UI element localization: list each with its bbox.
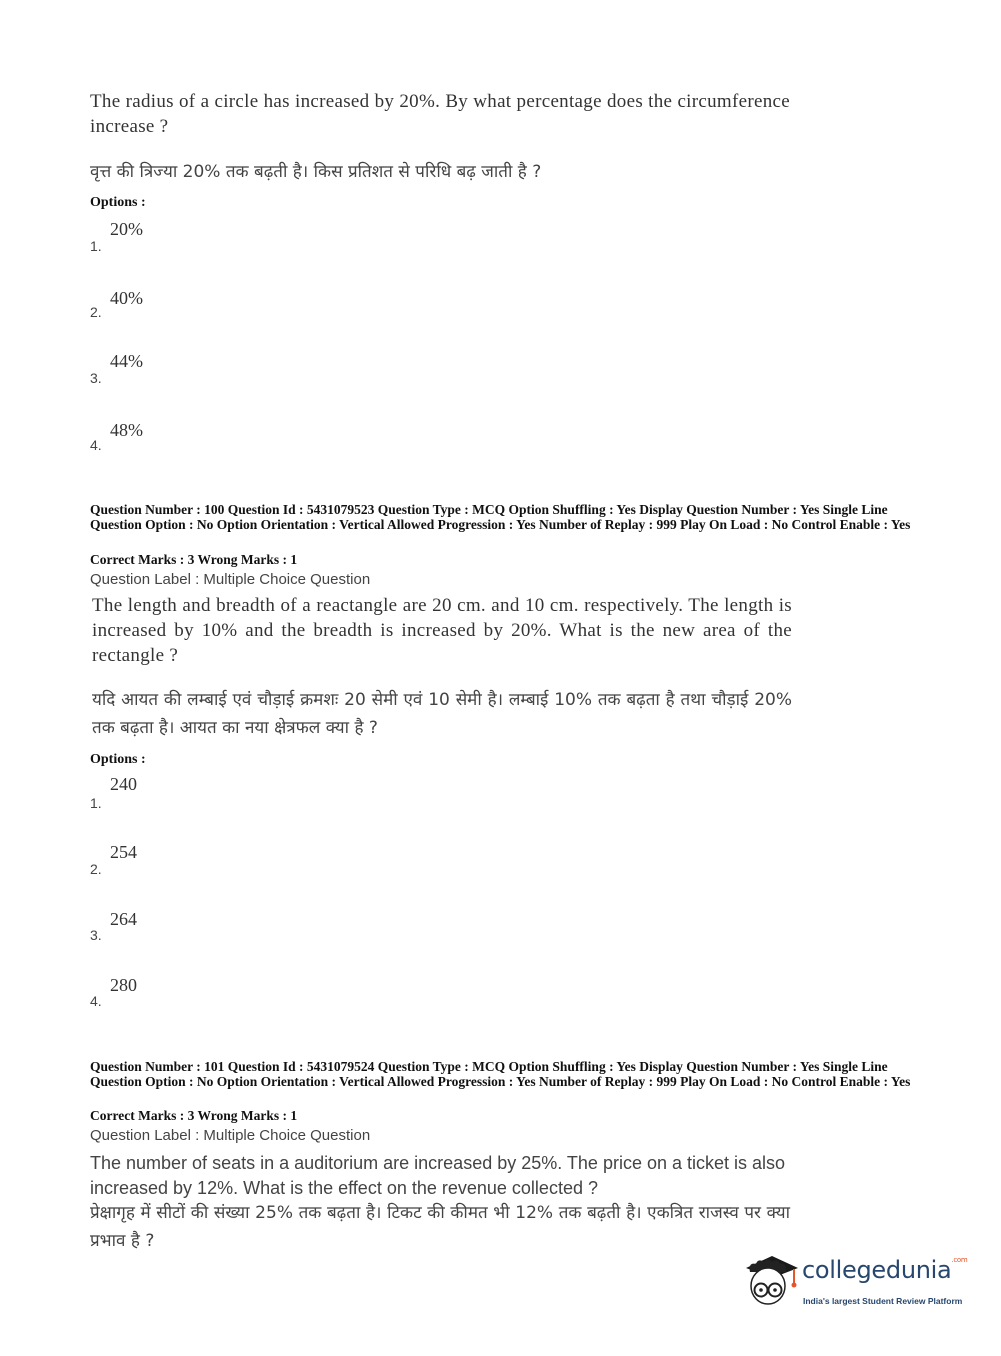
option-number: 3. [90,370,102,386]
option-value: 20% [110,219,143,239]
logo-wordmark-main: collegedunia [802,1256,952,1284]
question-100-marks: Correct Marks : 3 Wrong Marks : 1 [90,552,298,567]
logo-tagline: India's largest Student Review Platform [803,1296,963,1306]
option-value: 264 [110,909,137,929]
question-99-text-english: The radius of a circle has increased by 20%. By what percentage does the circumference increase ? [90,91,790,137]
option-value: 240 [110,774,137,794]
option-value: 254 [110,842,137,862]
question-99-text-hindi: वृत्त की त्रिज्या 20% तक बढ़ती है। किस प्रतिशत से परिधि बढ़ जाती है ? [90,162,542,182]
logo-wordmark-suffix: .com [951,1256,968,1264]
option-value: 40% [110,288,143,308]
option-value: 44% [110,351,143,371]
logo-wordmark [802,1256,967,1284]
option-number: 1. [90,795,102,811]
question-100-metadata: Question Number : 100 Question Id : 5431079523 Question Type : MCQ Option Shuffling : Yes Display Question Number : Yes Single Line Question Option : No Option Orientation : Vertical Allowed Progression : Yes Number of Replay : 999 Play On Load : No Control Enable : Yes [90,502,911,532]
mascot-icon [742,1250,800,1310]
question-101-text-english: The number of seats in a auditorium are increased by 25%. The price on a ticket is also increased by 12%. What is the effect on the revenue collected ? [90,1153,786,1198]
option-value: 48% [110,420,143,440]
question-101-text-hindi: प्रेक्षागृह में सीटों की संख्या 25% तक बढ़ता है। टिकट की कीमत भी 12% तक बढ़ती है। एकत्रित राजस्व पर क्या प्रभाव है ? [90,1203,790,1251]
option-number: 4. [90,437,102,453]
option-number: 2. [90,861,102,877]
question-100-text-english: The length and breadth of a reactangle are 20 cm. and 10 cm. respectively. The length is increased by 10% and the breadth is increased by 20%. What is the new area of the rectangle ? [92,595,792,666]
question-101-metadata: Question Number : 101 Question Id : 5431079524 Question Type : MCQ Option Shuffling : Yes Display Question Number : Yes Single Line Question Option : No Option Orientation : Vertical Allowed Progression : Yes Number of Replay : 999 Play On Load : No Control Enable : Yes [90,1059,911,1089]
question-100-options-label: Options : [90,752,146,767]
option-number: 4. [90,993,102,1009]
question-99-options-label: Options : [90,195,146,210]
option-value: 280 [110,975,137,995]
question-100-text-hindi: यदि आयत की लम्बाई एवं चौड़ाई क्रमशः 20 सेमी एवं 10 सेमी है। लम्बाई 10% तक बढ़ता है तथा चौड़ाई 20% तक बढ़ता है। आयत का नया क्षेत्रफल क्या है ? [92,690,792,738]
question-101-label: Question Label : Multiple Choice Question [90,1127,371,1144]
option-number: 1. [90,238,102,254]
option-number: 3. [90,927,102,943]
question-101-marks: Correct Marks : 3 Wrong Marks : 1 [90,1108,298,1123]
option-number: 2. [90,304,102,320]
collegedunia-logo [742,1250,972,1314]
question-100-label: Question Label : Multiple Choice Question [90,571,371,588]
